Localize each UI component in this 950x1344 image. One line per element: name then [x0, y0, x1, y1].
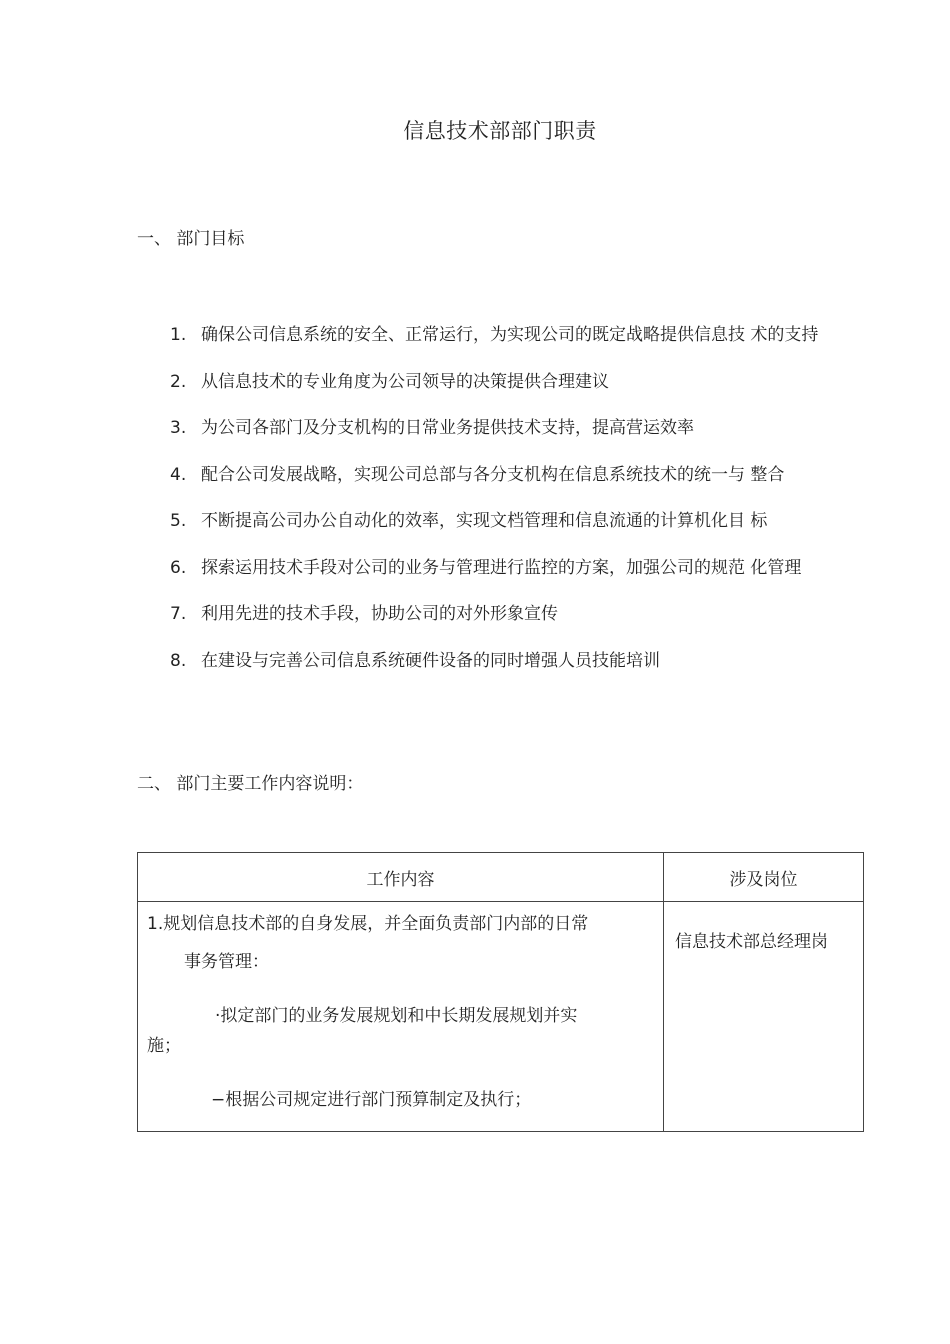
list-item — [170, 642, 870, 680]
list-item — [170, 595, 870, 633]
list-item-number: 4. — [170, 464, 187, 485]
list-item-number: 7. — [170, 604, 187, 624]
subtask-2: −根据公司规定进行部门预算制定及执行； — [211, 1090, 532, 1110]
list-item-text: 确保公司信息系统的安全、正常运行，为实现公司的既定战略提供信息技 术的支持 — [201, 325, 819, 345]
subtask-1 — [147, 1001, 654, 1061]
goals-list — [170, 316, 870, 688]
list-item-text: 配合公司发展战略，实现公司总部与各分支机构在信息系统技术的统一与 整合 — [201, 464, 785, 485]
subtask-1-line: ·拟定部门的业务发展规划和中长期发展规划并实 — [215, 1006, 578, 1026]
work-content-cell — [138, 902, 664, 1132]
document-title: 信息技术部部门职责 — [403, 119, 597, 143]
list-item-text: 在建设与完善公司信息系统硬件设备的同时增强人员技能培训 — [201, 650, 660, 671]
task-title-continued: 事务管理： — [184, 952, 269, 972]
list-item — [170, 363, 870, 401]
table-header-work-content: 工作内容 — [138, 853, 664, 902]
work-content-table — [137, 852, 864, 1132]
list-item — [170, 316, 870, 354]
list-item-number: 8. — [170, 650, 187, 671]
list-item-text: 为公司各部门及分支机构的日常业务提供技术支持，提高营运效率 — [201, 418, 694, 438]
position-cell — [664, 902, 864, 1132]
table-row — [138, 902, 864, 1132]
list-item — [170, 409, 870, 447]
section-heading-work: 二、 部门主要工作内容说明： — [137, 774, 364, 794]
list-item-number: 3. — [170, 418, 187, 438]
list-item-text: 利用先进的技术手段，协助公司的对外形象宣传 — [201, 604, 558, 624]
list-item-number: 2. — [170, 371, 187, 392]
section-heading-goals: 一、 部门目标 — [137, 229, 245, 249]
table-header-position: 涉及岗位 — [664, 853, 864, 902]
list-item-text: 不断提高公司办公自动化的效率，实现文档管理和信息流通的计算机化目 标 — [201, 511, 768, 531]
position-name: 信息技术部总经理岗 — [675, 932, 828, 952]
list-item — [170, 502, 870, 540]
list-item — [170, 456, 870, 494]
subtask-1-line-continued: 施； — [147, 1036, 181, 1056]
task-title: 1.规划信息技术部的自身发展，并全面负责部门内部的日常 — [147, 914, 589, 934]
list-item-number: 6. — [170, 557, 187, 578]
list-item-text: 从信息技术的专业角度为公司领导的决策提供合理建议 — [201, 371, 609, 392]
list-item-number: 1. — [170, 325, 187, 345]
list-item-text: 探索运用技术手段对公司的业务与管理进行监控的方案，加强公司的规范 化管理 — [201, 557, 802, 578]
table-header-row — [138, 853, 864, 902]
list-item — [170, 549, 870, 587]
list-item-number: 5. — [170, 511, 187, 531]
